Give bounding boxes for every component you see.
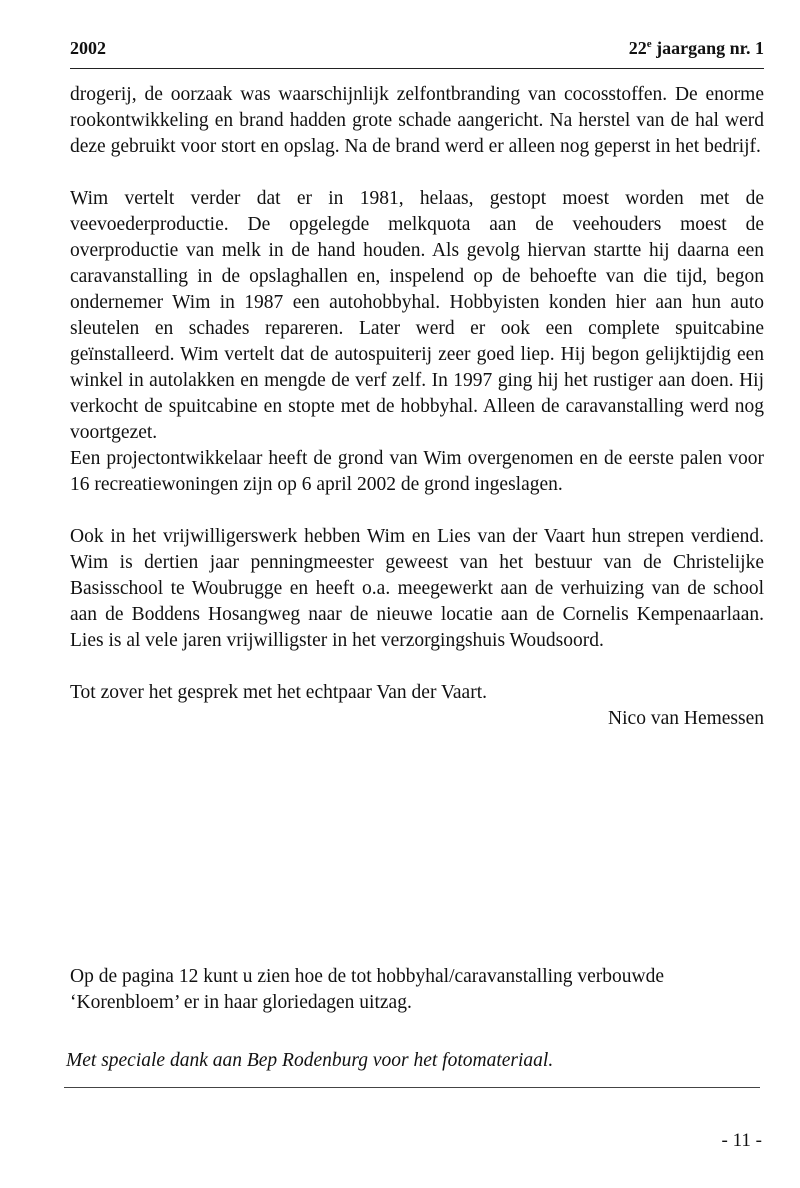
- paragraph-1: drogerij, de oorzaak was waarschijnlijk zelfontbranding van cocosstoffen. De enorme rookontwikkeling en brand hadden grote schade aangericht. Na herstel van de hal werd deze gebruikt voor stort en opslag. Na de brand werd er alleen nog geperst in het bedrijf.: [70, 84, 764, 157]
- issue-suffix: jaargang nr. 1: [651, 38, 764, 58]
- photo-credit: Met speciale dank aan Bep Rodenburg voor het fotomateriaal.: [66, 1049, 554, 1071]
- footer-rule: [64, 1087, 760, 1088]
- paragraph-4: Ook in het vrijwilligerswerk hebben Wim en Lies van der Vaart hun strepen verdiend. Wim is dertien jaar penningmeester geweest van het bestuur van de Christelijke Basisschool te Woubrugge en heeft o.a. meegewerkt aan de verhuizing van de school aan de Boddens Hosangweg naar de nieuwe locatie aan de Cornelis Kempenaarlaan. Lies is al vele jaren vrijwilligster in het verzorgingshuis Woudsoord.: [70, 526, 764, 651]
- issue-superscript: e: [646, 38, 652, 50]
- header-issue: [629, 38, 764, 59]
- header-year: 2002: [70, 38, 106, 58]
- page-header: [70, 34, 764, 62]
- paragraph-3: Een projectontwikkelaar heeft de grond van Wim overgenomen en de eerste palen voor 16 recreatiewoningen zijn op 6 april 2002 de grond ingeslagen.: [70, 448, 764, 495]
- photo-note: Op de pagina 12 kunt u zien hoe de tot hobbyhal/caravanstalling verbouwde ‘Korenbloem’ er in haar gloriedagen uitzag.: [70, 965, 665, 1013]
- author-signature: Nico van Hemessen: [608, 708, 764, 729]
- issue-number: 22: [628, 38, 647, 58]
- paragraph-2: Wim vertelt verder dat er in 1981, helaas, gestopt moest worden met de veevoederproductie. De opgelegde melkquota aan de veehouders moest de overproductie van melk in de hand houden. Als gevolg hiervan startte hij daarna een caravanstalling in de opslaghallen en, inspelend op de behoefte van die tijd, begon ondernemer Wim in 1987 een autohobbyhal. Hobbyisten konden hier aan hun auto sleutelen en schades repareren. Later werd er ook een complete spuitcabine geïnstalleerd. Wim vertelt dat de autospuiterij zeer goed liep. Hij begon gelijktijdig een winkel in autolakken en mengde de verf zelf. In 1997 ging hij het rustiger aan doen. Hij verkocht de spuitcabine en stopte met de hobbyhal. Alleen de caravanstalling werd nog voortgezet.: [70, 188, 764, 443]
- article-body: [70, 82, 764, 732]
- header-rule: [70, 68, 764, 69]
- page-number: - 11 -: [721, 1130, 762, 1151]
- paragraph-5: Tot zover het gesprek met het echtpaar Van der Vaart.: [70, 682, 487, 703]
